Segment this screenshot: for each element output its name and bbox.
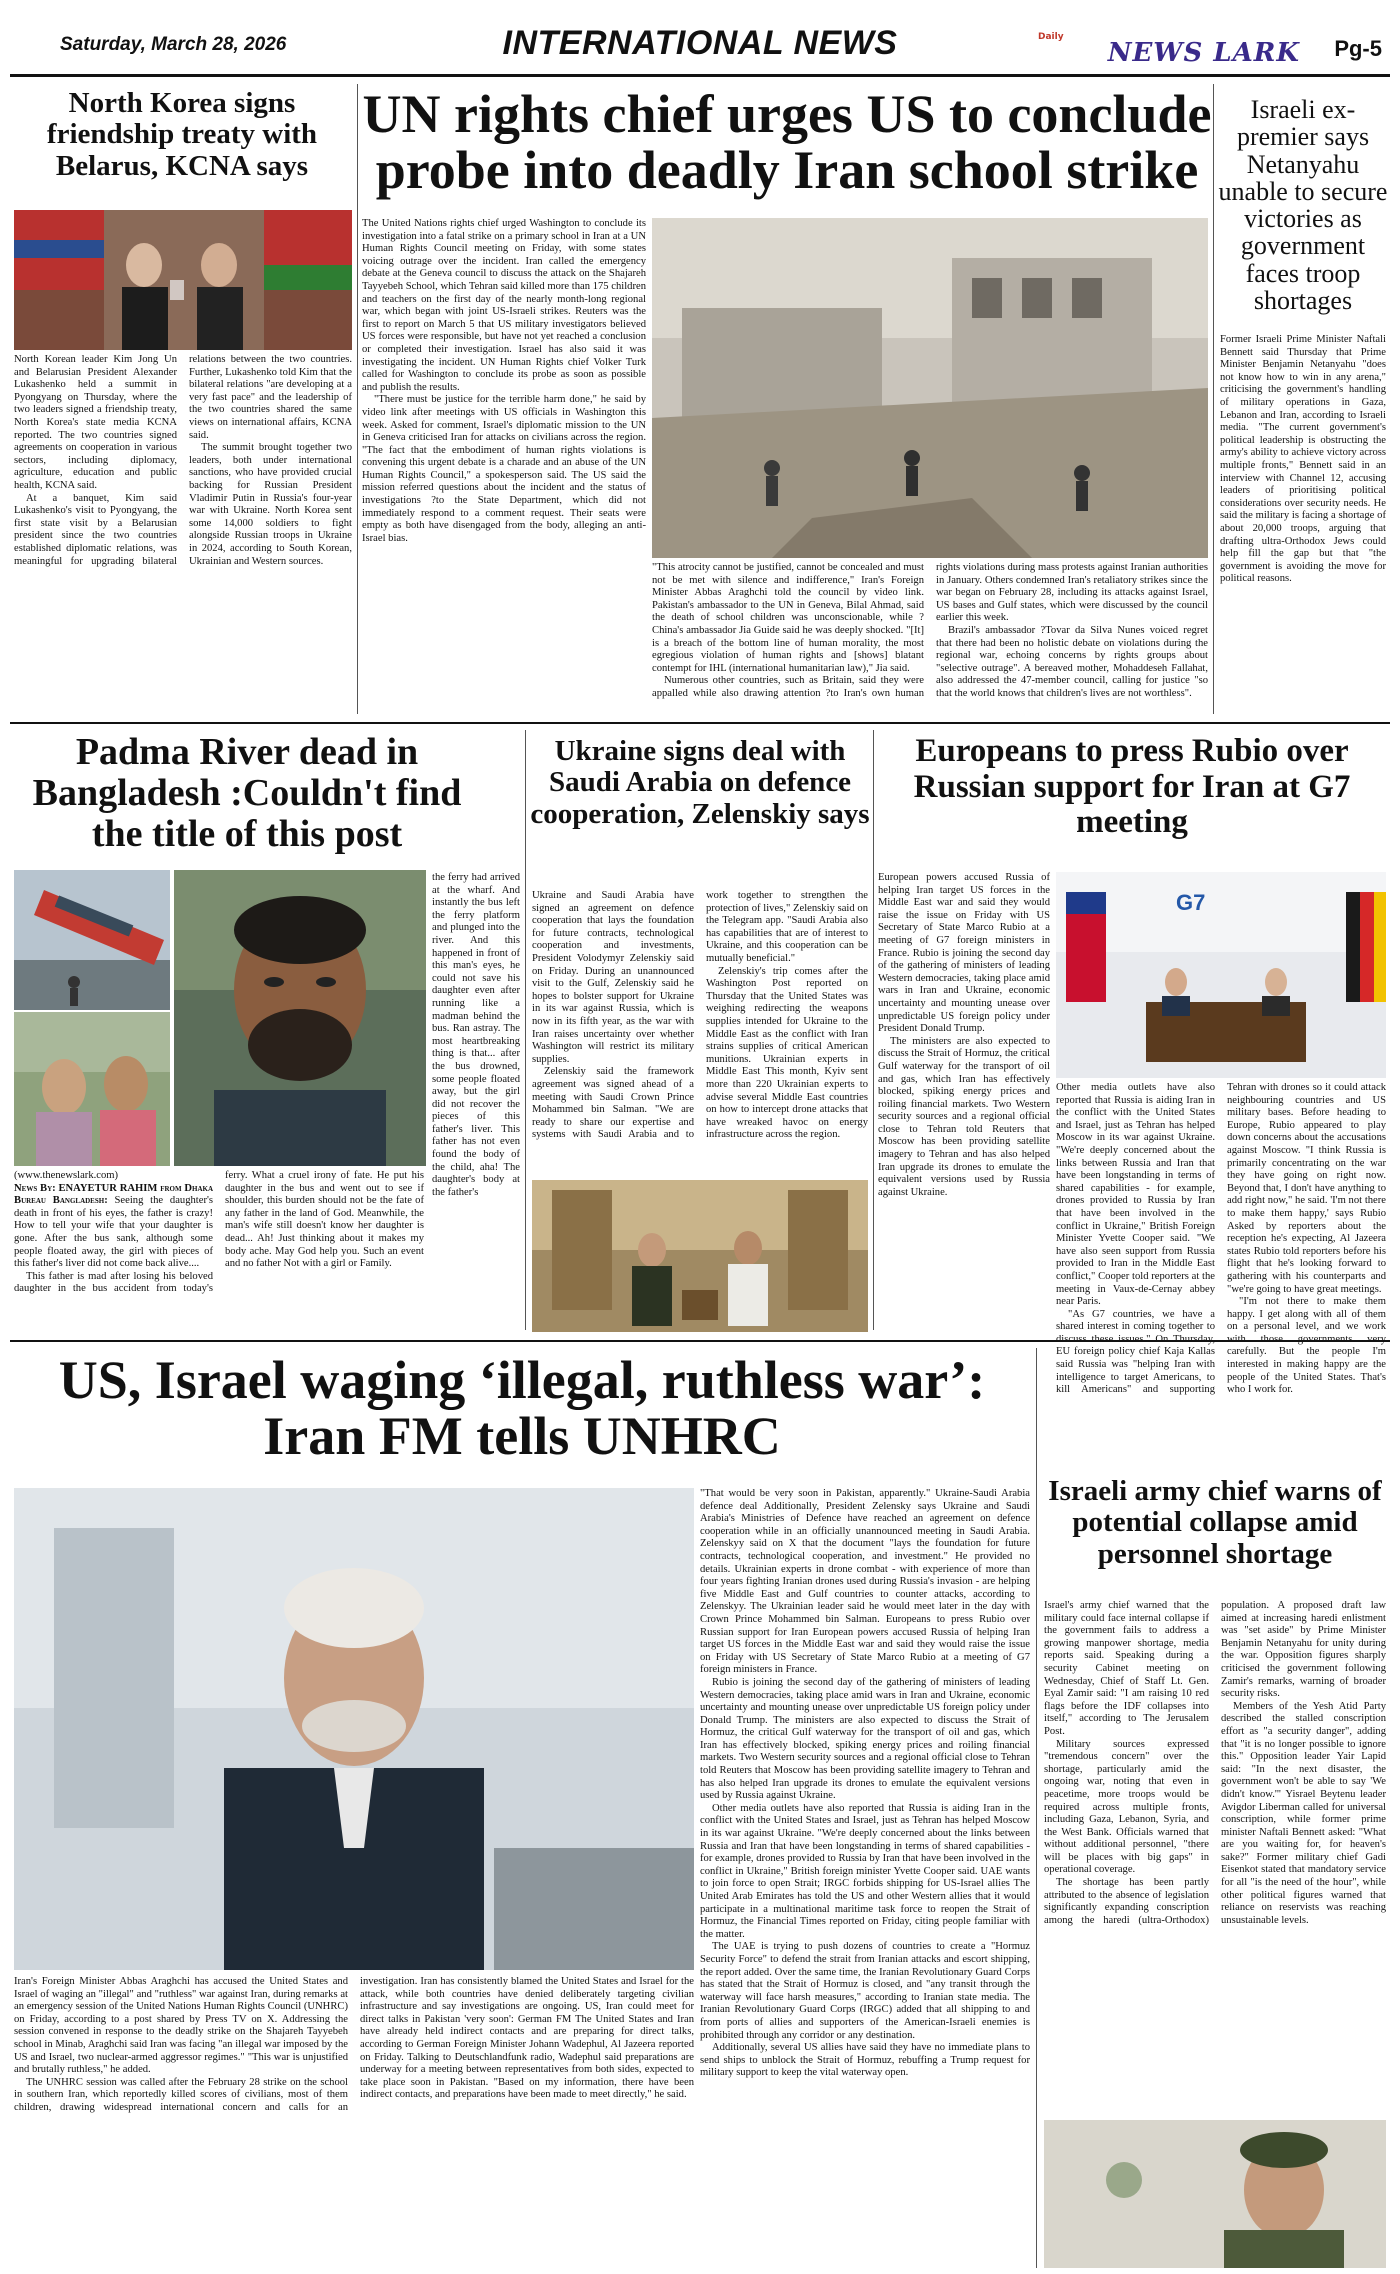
nk-p3: The summit brought together two leaders, both under international sanctions, who have provided crucial backing for Russian President Vladimir Putin in Russia's four-year war with Ukraine. North Korea sent some 14,000 soldiers to fight alongside Russian troops in Ukraine in 2024, according to South Korean, Ukrainian and Western sources. xyxy=(189,442,352,567)
ukraine-photo xyxy=(532,1180,868,1332)
israel-pm-p1: Former Israeli Prime Minister Naftali Bennett said Thursday that Prime Minister Benjamin Netanyahu "does not know how to win in any arena," criticising the government's handling of military operations in Gaza, Lebanon and Iran, according to Israeli media. "The current government's political leadership is obstructing the army's ability to achieve victory across multiple fronts," Bennett said in an interview with Channel 12, accusing leaders of prioritising political considerations over security needs. He said the military is facing a shortage of about 20,000 troops, arguing that drafting ultra-Orthodox Jews could help fill the gap but that "the government is avoiding the move for political reasons. xyxy=(1220,334,1386,585)
iranfm-photo xyxy=(14,1488,694,1970)
rubio-photo xyxy=(1056,872,1386,1078)
idf-p1: Israel's army chief warned that the military could face internal collapse if the government fails to address a growing manpower shortage, media reports said. Speaking during a security Cabinet meeting on Wednesday, Chief of Staff Lt. Gen. Eyal Zamir said: "I am raising 10 red flags before the IDF collapses into itself," according to The Jerusalem Post. xyxy=(1044,1600,1209,1737)
divider xyxy=(1036,1348,1037,2268)
nk-headline: North Korea signs friendship treaty with Belarus, KCNA says xyxy=(46,87,318,182)
brand-logo xyxy=(1032,30,1302,70)
padma-credit: (www.thenewslark.com) xyxy=(14,1170,119,1181)
iranfm-p6: The UAE is trying to push dozens of countries to create a "Hormuz Security Force" to defend the strait from Iranian attacks and escort shipping, the report added. Over the same time, the Iranian Revolutionary Guard Corps has stated that the Strait of Hormuz is closed, and "any transit through the waterway will face harsh measures," according to Iranian state media. The Iranian Revolutionary Guard Corps (IRGC) added that all shipping to and from ports of allies and supporters of the American-Israeli enemies is prohibited through any corridor or any destination. xyxy=(700,1941,1030,2041)
padma-byline-name: ENAYETUR RAHIM xyxy=(58,1182,158,1194)
masthead-rule xyxy=(10,74,1390,77)
ukraine-headline: Ukraine signs deal with Saudi Arabia on defence cooperation, Zelenskiy says xyxy=(530,735,870,830)
padma-photo-father xyxy=(174,870,426,1166)
brand-name: NEWS LARK xyxy=(1107,38,1300,68)
masthead-date: Saturday, March 28, 2026 xyxy=(60,34,287,55)
idf-p2: Military sources expressed "tremendous concern" over the shortage, particularly amid the ongoing war, noting that even in peacetime, more troops would be required across multiple fronts, including Gaza, Lebanon, Syria, and the West Bank. Officials warned that without additional personnel, "there will be places with big gaps" in operational coverage. xyxy=(1044,1738,1209,1876)
padma-place: Bangladesh: xyxy=(52,1195,108,1207)
idf-photo xyxy=(1044,2120,1386,2268)
section-rule xyxy=(10,722,1390,724)
rubio-body-right xyxy=(1056,1082,1386,1396)
un-body-left xyxy=(362,218,646,714)
rubio-body-left xyxy=(878,872,1050,1332)
iranfm-body-right xyxy=(700,1488,1030,2268)
iranfm-p4: Rubio is joining the second day of the gathering of ministers of leading Western democracies, taking place amid wars in Iran and Ukraine, economic uncertainty and mounting unease over unpredictable US foreign policy under Donald Trump. The ministers are also expected to discuss the Strait of Hormuz, the critical Gulf waterway for the transport of oil and gas, which Iran has effectively blocked, spiking energy prices and roiling financial markets. Two Western security sources and a regional official close to Tehran told Reuters that Moscow has been providing satellite imagery to Tehran and has also helped Iran upgrade its drones to emulate the equivalent versions used by Russia against Ukraine. xyxy=(700,1676,1030,1802)
ukraine-p3: Zelenskiy's trip comes after the Washington Post reported on Thursday that the United States was weighing redirecting the weapons supplies intended for Ukraine to the Middle East as the conflict with Iran strains supplies of critical American munitions. Ukrainian experts in Middle East This month, Kyiv sent more than 220 Ukrainian experts to advise several Middle East countries on how to intercept drone attacks that have wreaked havoc on energy infrastructure across the region. xyxy=(706,965,868,1141)
divider xyxy=(357,84,358,714)
rubio-p4: "As G7 countries, we have a shared interest in coming together to EU foreign policy chief Kaja Kallas said Russia was "helping Iran with intelligence to target Americans, to kill Americans" and supporting Tehran with drones so it could attack neighbouring countries and US military bases. Before heading to Europe, Rubio appeared to play down concerns about the accusations against Moscow. "I think Russia is primarily concentrating on the war they have going on right now. Beyond that, I don't have anything to add right now," he said. 'I'm not there to make them happy,' says Rubio Asked by reporters about the reception he's expecting, Al Jazeera states Rubio told reporters before his flight that he's looking forward to gathering with his counterparts and "we're going to have great meetings. xyxy=(1056,1082,1386,1396)
padma-byline xyxy=(14,1183,213,1271)
divider xyxy=(525,730,526,1330)
iranfm-p5: Other media outlets have also reported that Russia is aiding Iran in the conflict with the United States and Israel, just as Tehran has helped Moscow in its war against Ukraine. "We're deeply concerned about the links between Russia and Iran that have been longstanding in terms of shared capabilities - for example, drones provided to Russia by Iran that have been involved in the conflict in Ukraine," British foreign minister Yvette Cooper said. UAE wants to join force to open Strait; IRGC forbids shipping for US-Israel allies The United Arab Emirates has told the US and other Western allies that it would participate in a multinational maritime task force to reopen the Strait of Hormuz, the Financial Times reported on Friday, citing people familiar with the matter. xyxy=(700,1802,1030,1940)
iranfm-p1: Iran's Foreign Minister Abbas Araghchi has accused the United States and Israel of waging an "illegal" and "ruthless" war against Iran, during remarks at an emergency session of the United Nations Human Rights Council (UNHRC) on Friday, according to a post shared by Press TV on X. Addressing the session convened in response to the deadly strike on the Shajareh Tayyebeh school in Minab, Araghchi said Iran was facing "an illegal war imposed by the US and Israel, two nuclear-armed aggressor regimes." "This war is unjustified and brutally ruthless," he added. xyxy=(14,1976,348,2076)
ukraine-p2: Zelenskiy said the framework agreement was signed ahead of a meeting with Saudi Crown Prince Mohammed bin Salman. "We are ready to share our expertise and systems with Saudi Arabia and to work together to strengthen the protection of lives," Zelenskiy said on the Telegram app. "Saudi Arabia also has capabilities that are of interest to Ukraine, and this cooperation can be mutually beneficial." xyxy=(532,890,868,1141)
padma-p1: Seeing the daughter's death in front of his eyes, the father is crazy! How to tell your wife that your daughter is gone. After the bus sank, although some people floated away, the girl with pieces of this father's liver did not come back alive.... xyxy=(14,1195,214,1270)
ukraine-body xyxy=(532,890,868,1176)
nk-p2: At a banquet, Kim said Lukashenko's visit to Pyongyang, the first state visit by a Belarusian president since the two countries established diplomatic relations, was meaningful for upgrading bilateral relations between the two countries. Further, Lukashenko told Kim that the bilateral relations "are developing at a very fast pace" and the leadership of the two countries shared the same views on international affairs, KCNA said. xyxy=(14,354,352,567)
un-body-right xyxy=(652,562,1208,714)
israel-pm-body xyxy=(1220,334,1386,714)
rubio-p2: The ministers are also expected to discuss the Strait of Hormuz, the critical Gulf waterway for the transport of oil and gas, which Iran has effectively blocked, spiking energy prices and roiling financial markets. Two Western security sources and a regional official close to Tehran told Reuters that Moscow has been providing satellite imagery to Tehran and has also helped Iran upgrade its drones to emulate the equivalent versions used by Russia against Ukraine. xyxy=(878,1035,1050,1198)
idf-body xyxy=(1044,1600,1386,2116)
padma-photo-bus xyxy=(14,870,170,1010)
un-headline: UN rights chief urges US to conclude probe into deadly Iran school strike xyxy=(362,84,1212,201)
padma-byline-label: News By: xyxy=(14,1182,56,1194)
section-rule xyxy=(10,1340,1390,1342)
rubio-p3: Other media outlets have also reported that Russia is aiding Iran in the conflict with the United States and Israel, just as Tehran has helped Moscow in its war against Ukraine. "We're deeply concerned about the links between Russia and Iran that have been longstanding in terms of shared capabilities - for example, drones provided to Russia by Iran that have been involved in the conflict in Ukraine," British Foreign Minister Yvette Cooper said. "We have also seen support from Russia provided to Iran in the Middle East conflict," Cooper told reporters at the meeting in Vaux-de-Cernay abbey near Paris. xyxy=(1056,1082,1215,1308)
israel-pm-headline: Israeli ex-premier says Netanyahu unable to secure victories as government faces troop shortages xyxy=(1218,95,1388,316)
nk-body xyxy=(14,354,352,714)
iranfm-p7: Additionally, several US allies have said they have no immediate plans to send ships to unblock the Strait of Hormuz, rebuffing a Trump request for military support to keep the vital waterway open. xyxy=(700,2042,1030,2079)
nk-photo xyxy=(14,210,352,350)
iranfm-p2: The UNHRC session was called after the February 28 strike on the school in southern Iran, which reportedly killed scores of civilians, most of them children, drawing widespread international concern and calls for an investigation. Iran has consistently blamed the United States and Israel for the attack, while both countries have denied deliberately targeting civilian infrastructure and say investigations are ongoing. US, Iran could meet for direct talks in Pakistan 'very soon': German FM The United States and Iran have already held indirect contacts and are preparing for direct talks, according to German Foreign Minister Johann Wadephul, Al Jazeera reported on Friday. Talking to Deutschlandfunk radio, Wadephul said preparations are underway for a meeting between representatives from both sides, expected to take place soon in Pakistan. "Based on my information, there have been indirect contacts, and preparations have been made to meet directly," he said. xyxy=(14,1976,694,2113)
un-p4: Numerous other countries, such as Britain, said they were appalled while also drawing attention ?to Iran's own human rights violations during mass protests against Iranian authorities in January. Others condemned Iran's retaliatory strikes since the war began on February 28, including its attacks against Israel, US bases and Gulf states, which were discussed by the council earlier this week. xyxy=(652,562,1208,699)
iranfm-headline: US, Israel waging ‘illegal, ruthless war’: Iran FM tells UNHRC xyxy=(58,1350,986,1467)
padma-p2: This father is mad after losing his beloved daughter in the bus accident from today's ferry. What a cruel irony of fate. He put his daughter in the bus and went out to see if shoulder, this burden should not be the fate of any father in the land of God. Meanwhile, the man's wife still doesn't know her daughter is dead... Ah! Just thinking about it makes my body ache. May God help you. Such an event and no father Not with a girl or Family. xyxy=(14,1170,424,1295)
rubio-p1: European powers accused Russia of helping Iran target US forces in the Middle East war and said they would raise the issue on Friday with US Secretary of State Marco Rubio at a meeting of G7 foreign ministers in France. Rubio is joining the second day of the gathering of ministers of leading Western democracies, taking place amid wars in Iran and Ukraine, economic uncertainty and mounting unease over unpredictable US foreign policy under President Donald Trump. xyxy=(878,872,1050,1035)
idf-p4: Members of the Yesh Atid Party described the stalled conscription effort as "a security danger", adding that "it is no longer possible to ignore this." Opposition leader Yair Lapid said: "In the next disaster, the government won't be able to say 'We didn't know.'" Yisrael Beytenu leader Avigdor Liberman called for universal conscription, while former prime minister Naftali Bennett asked: "What are you waiting for, for heaven's sake?" Former military chief Gadi Eisenkot stated that mandatory service for all "is the need of the hour", while other political figures warned that reliance on reservists was reaching unsustainable levels. xyxy=(1221,1700,1386,1926)
padma-side-text xyxy=(432,872,520,1330)
padma-side-p: the ferry had arrived at the wharf. And instantly the bus left the ferry platform and plunged into the river. And this happened in front of this man's eyes, he could not save his daughter even after running like a madman behind the bus. Ran astray. The most heartbreaking thing is that... after the bus drowned, some people floated away, but the girl did not recover the pieces of this father's liver. This father has not even found the body of the child, aha! The daughter's body at the father's xyxy=(432,872,520,1198)
section-title: INTERNATIONAL NEWS xyxy=(502,24,898,62)
g7-sign: G7 xyxy=(1176,890,1206,915)
iranfm-p3: "That would be very soon in Pakistan, apparently." Ukraine-Saudi Arabia defence deal Additionally, President Zelensky says Ukraine and Saudi Arabia's Ministries of Defence have reached an agreement on defence cooperation while in an officially unannounced meeting in Saudi Arabia. Zelenskyy said on X that the document "lays the foundation for future contracts, technological cooperation, and investment." He provided no details. Ukrainian experts in drone combat - with experience of more than four years fighting Iranian drones used during Russia's invasion - are helping five Middle East and Gulf countries to counter attacks, according to Zelenskyy. The Ukrainian leader said he would meet later in the day with Crown Prince Mohammed bin Salman. Europeans to press Rubio over Russian support for Iran European powers accused Russia of helping Iran target US forces in the Middle East war and said they would raise the issue on Friday with US Secretary of State Marco Rubio at a meeting of G7 foreign ministers in France. xyxy=(700,1488,1030,1676)
ukraine-p1: Ukraine and Saudi Arabia have signed an agreement on defence cooperation that lays the foundation for future contracts, technological cooperation and investments, President Volodymyr Zelenskiy said on Friday. During an unannounced visit to the Gulf, Zelenskiy said he hopes to bolster support for Ukraine in its war against Russia, which is now in its fifth year, as the war with Iran raises uncertainty over whether Washington will restrict its military supplies. xyxy=(532,890,694,1065)
padma-body xyxy=(14,1170,424,1330)
padma-bureau: from Dhaka Bureau xyxy=(14,1182,214,1207)
idf-p3: The shortage has been partly attributed to the absence of legislation significantly expanding conscription among the haredi (ultra-Orthodox) population. A proposed draft law aimed at increasing haredi enlistment was "set aside" by Prime Minister Benjamin Netanyahu for unity during the war. Opposition figures sharply criticised the government following Zamir's remarks, warning of broader security risks. xyxy=(1044,1600,1386,1926)
nk-p1: North Korean leader Kim Jong Un and Belarusian President Alexander Lukashenko held a summit in Pyongyang on Thursday, where the two leaders signed a friendship treaty, North Korea's state media KCNA reported. The two countries signed agreements on cooperation in various sectors, including diplomacy, agriculture, education and public health, KCNA said. xyxy=(14,354,177,491)
idf-headline: Israeli army chief warns of potential collapse amid personnel shortage xyxy=(1048,1475,1382,1570)
un-p5: Brazil's ambassador ?Tovar da Silva Nunes voiced regret that there had been no holistic debate on violations during the regional war, echoing concerns by rights groups about "selective outrage". A bereaved mother, Mohaddeseh Fallahat, also addressed the 47-member council, calling for justice "so that the world knows that children's lives are not worthless". xyxy=(936,624,1208,699)
un-p2: "There must be justice for the terrible harm done," he said by video link after meetings with US officials in Washington this week. Asked for comment, Israel's diplomatic mission to the UN in Geneva criticised Iran for attacks on civilians across the region. "The fact that the embodiment of human rights violations is convening this urgent debate is a charade and an abuse of the UN Human Rights Council," a spokesperson said. The US said the mission referred questions about the incident and the status of investigations ?to the State Department, which did not immediately respond to a comment request. Their seats were empty as both have disengaged from the body, alleging an anti-Israel bias. xyxy=(362,394,646,544)
padma-headline: Padma River dead in Bangladesh :Couldn't find the title of this post xyxy=(32,731,462,856)
un-p1: The United Nations rights chief urged Washington to conclude its investigation into a fatal strike on a primary school in Iran at a UN Human Rights Council meeting on Friday, with some states voicing outrage over the incident. Iran called the emergency debate at the Geneva council to discuss the attack on the Shajareh Tayyebeh School, which Tehran said killed more than 175 children and teachers on the first day of the nearly month-long regional war, which began with joint US-Israeli strikes. Reuters was the first to report on March 5 that US military investigators believed US forces were responsible, but have not yet reached a conclusion or completed their investigation. Israel has also said it was investigating the incident. UN Human Rights chief Volker Turk called for Washington to conclude its probe as soon as possible and publish the results. xyxy=(362,218,646,393)
un-p3: "This atrocity cannot be justified, cannot be concealed and must not be met with silence and indifference," Iran's Foreign Minister Abbas Araghchi told the council by video link. Pakistan's ambassador to the UN in Geneva, Bilal Ahmad, said the death of school children was unconscionable, while ?China's ambassador Jia Guide said he was deeply shocked. "[It] is a breach of the bottom line of human morality, the most egregious violation of human rights and [shows] blatant contempt for IHL (international humanitarian law)," Jia said. xyxy=(652,562,924,674)
brand-small: Daily xyxy=(1038,32,1064,42)
divider xyxy=(1213,84,1214,714)
page-number: Pg-5 xyxy=(1334,36,1382,61)
padma-photo-family xyxy=(14,1012,170,1166)
rubio-headline: Europeans to press Rubio over Russian support for Iran at G7 meeting xyxy=(913,733,1351,841)
divider xyxy=(873,730,874,1330)
rubio-p5: "I'm not there to make them happy. I get along with all of them on a personal level, and we work carefully. But the people I'm interested in making happy are the people of the United States. That's who I work for. xyxy=(1227,1296,1386,1396)
un-photo xyxy=(652,218,1208,558)
iranfm-body-left xyxy=(14,1976,694,2266)
